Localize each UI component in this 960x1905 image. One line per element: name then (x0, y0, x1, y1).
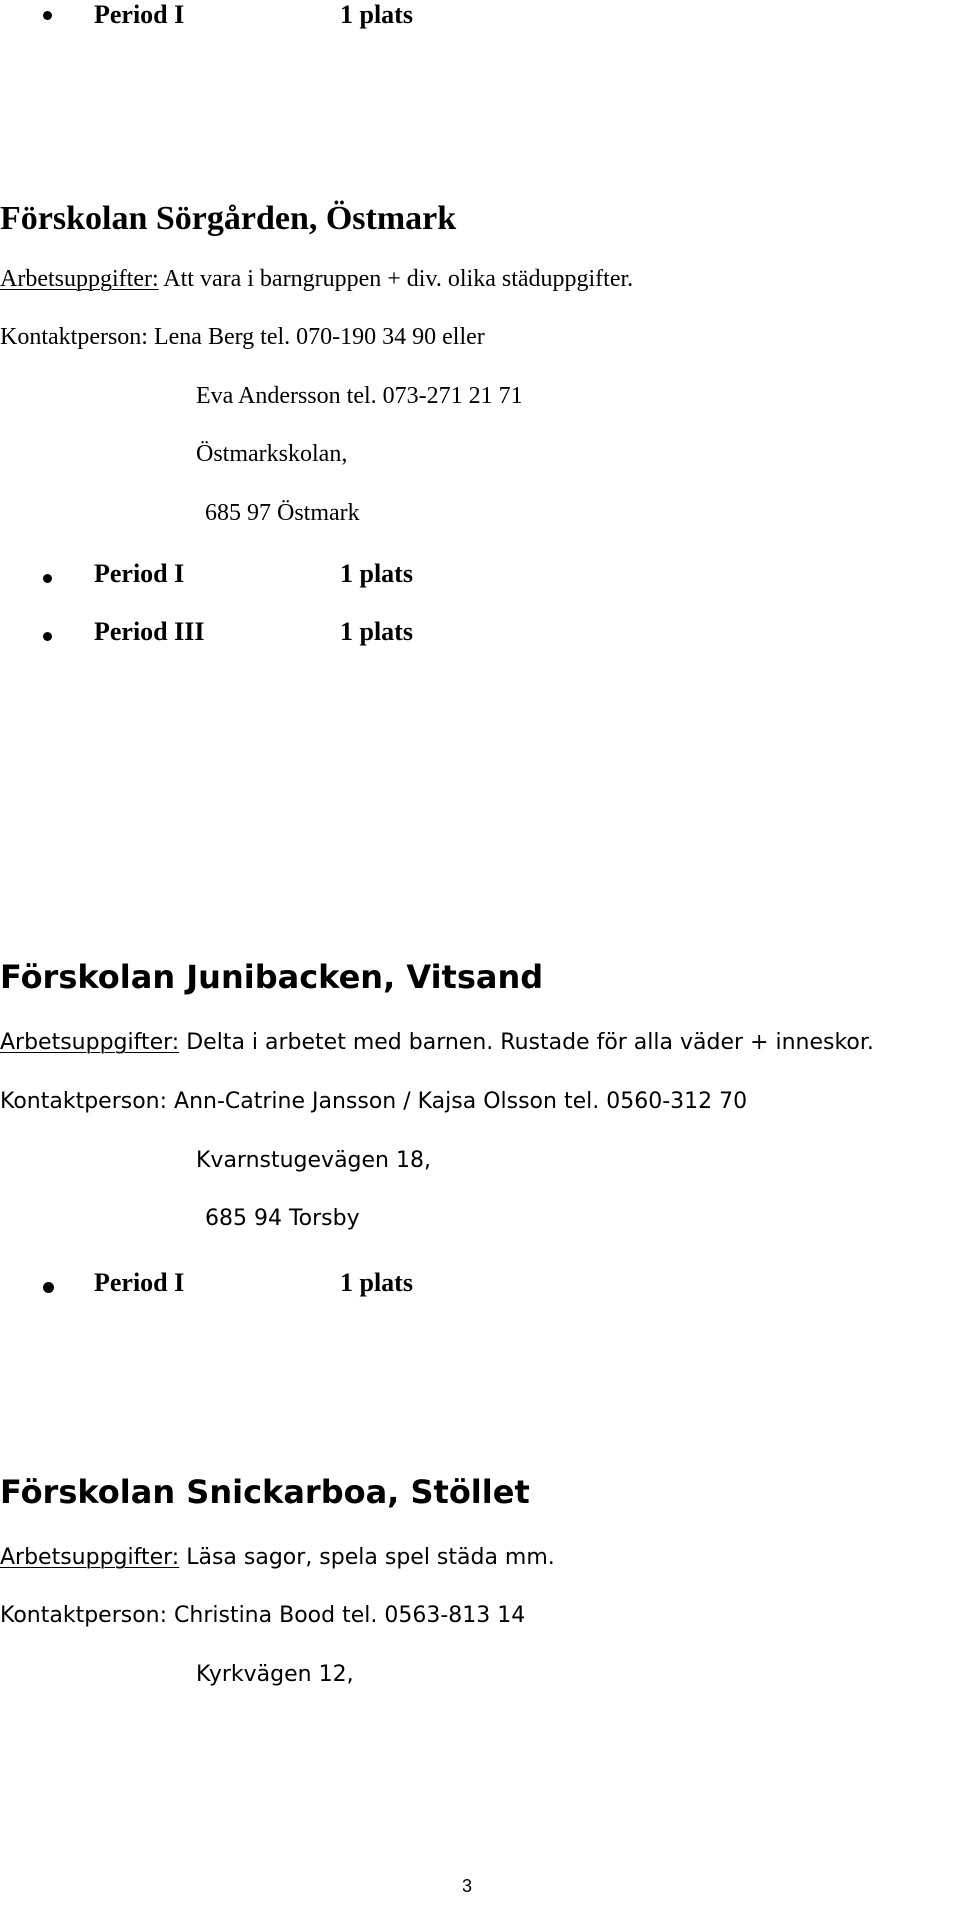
tasks-label: Arbetsuppgifter: (0, 266, 159, 292)
contact-line: Kontaktperson: Christina Bood tel. 0563-813 14 (0, 1603, 526, 1628)
section-title: Förskolan Snickarboa, Stöllet (0, 1473, 530, 1511)
places-label: 1 plats (340, 559, 413, 588)
bullet-dot (43, 632, 52, 641)
places-label: 1 plats (340, 1268, 413, 1297)
address-line-1: Kvarnstugevägen 18, (196, 1148, 431, 1173)
tasks-text: Läsa sagor, spela spel städa mm. (179, 1545, 555, 1570)
address-line-2: 685 97 Östmark (205, 500, 360, 526)
period-label: Period III (94, 617, 205, 646)
period-label: Period I (94, 559, 185, 588)
places-label: 1 plats (340, 617, 413, 646)
period-label: Period I (94, 0, 185, 29)
contact-line-2: Eva Andersson tel. 073-271 21 71 (196, 383, 523, 409)
tasks-text: Delta i arbetet med barnen. Rustade för alla väder + inneskor. (179, 1030, 874, 1055)
address-line-1: Östmarkskolan, (196, 441, 348, 467)
tasks-line (0, 1545, 555, 1570)
tasks-label: Arbetsuppgifter: (0, 1545, 180, 1570)
tasks-line (0, 266, 633, 293)
contact-line: Kontaktperson: Ann-Catrine Jansson / Kajsa Olsson tel. 0560-312 70 (0, 1089, 748, 1114)
tasks-text: Att vara i barngruppen + div. olika städuppgifter. (158, 266, 634, 292)
address-line-1: Kyrkvägen 12, (196, 1662, 354, 1687)
section-title: Förskolan Junibacken, Vitsand (0, 958, 544, 996)
contact-line: Kontaktperson: Lena Berg tel. 070-190 34 90 eller (0, 324, 485, 350)
tasks-line (0, 1030, 874, 1055)
address-line-2: 685 94 Torsby (205, 1206, 360, 1231)
page-number: 3 (462, 1876, 473, 1896)
bullet-dot (43, 1282, 54, 1293)
places-label: 1 plats (340, 0, 413, 29)
bullet-dot (43, 574, 52, 583)
bullet-dot (43, 11, 52, 20)
period-label: Period I (94, 1268, 185, 1297)
tasks-label: Arbetsuppgifter: (0, 1030, 180, 1055)
section-title: Förskolan Sörgården, Östmark (0, 200, 457, 237)
